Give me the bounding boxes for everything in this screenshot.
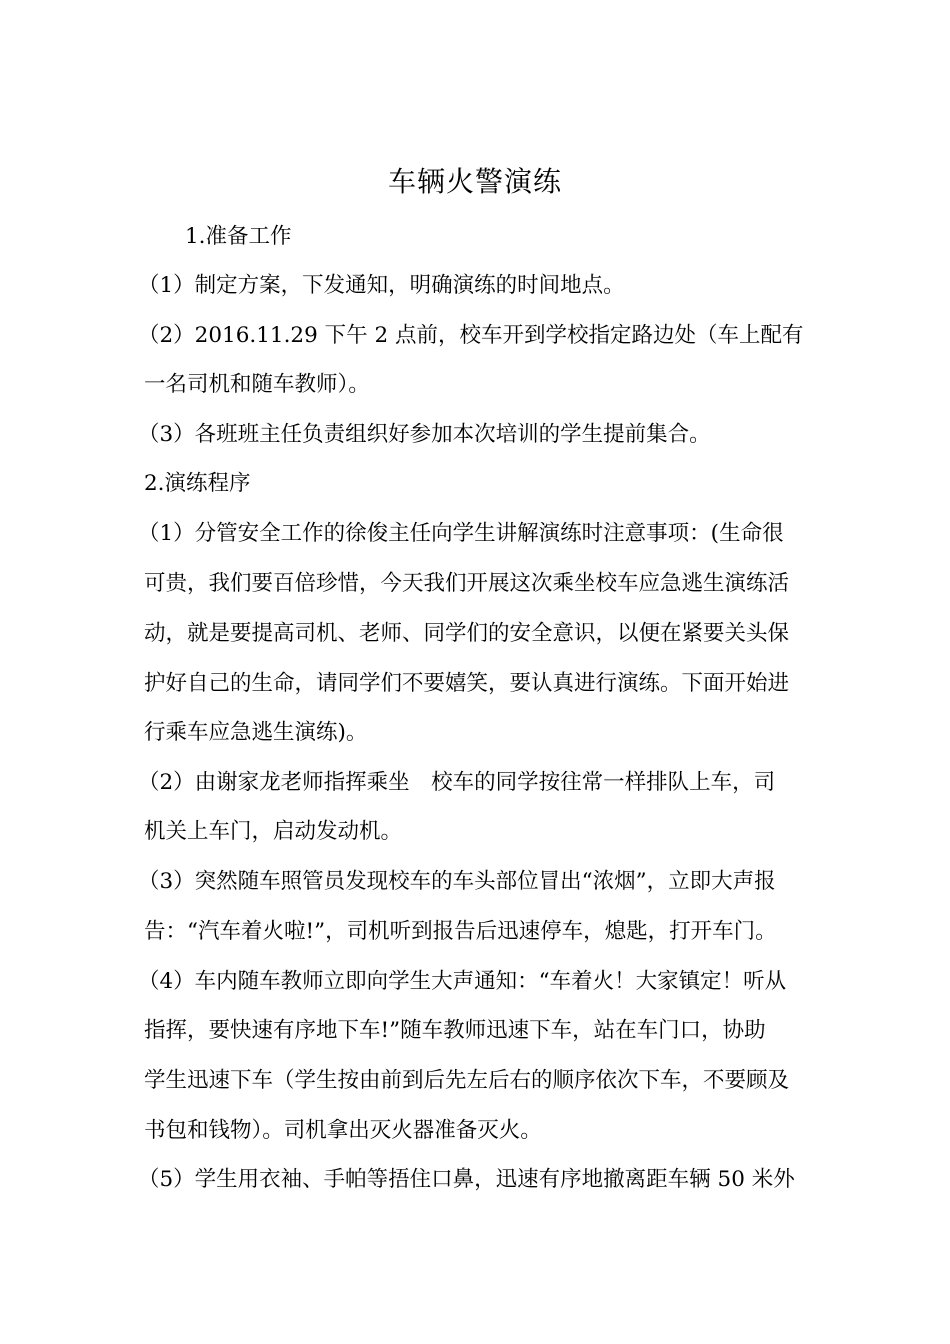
- paragraph-line: （5）学生用衣袖、手帕等捂住口鼻，迅速有序地撤离距车辆 50 米外: [138, 1167, 795, 1192]
- paragraph-line: （4）车内随车教师立即向学生大声通知：“车着火！大家镇定！听从: [138, 969, 787, 994]
- section-heading-procedure: 2.演练程序: [144, 471, 251, 496]
- paragraph-line: 指挥，要快速有序地下车!”随车教师迅速下车，站在车门口，协助: [144, 1018, 766, 1043]
- paragraph-line: （2）由谢家龙老师指挥乘坐 校车的同学按往常一样排队上车，司: [138, 770, 776, 795]
- paragraph-line: 学生迅速下车（学生按由前到后先左后右的顺序依次下车，不要顾及: [144, 1068, 790, 1093]
- paragraph-line: （3）突然随车照管员发现校车的车头部位冒出“浓烟”，立即大声报: [138, 869, 776, 894]
- paragraph-line: 书包和钱物）。司机拿出灭火器准备灭火。: [144, 1118, 542, 1143]
- paragraph-line: 动，就是要提高司机、老师、同学们的安全意识，以便在紧要关头保: [144, 621, 790, 646]
- paragraph-line: 可贵，我们要百倍珍惜，今天我们开展这次乘坐校车应急逃生演练活: [144, 571, 790, 596]
- paragraph-line: （3）各班班主任负责组织好参加本次培训的学生提前集合。: [138, 422, 711, 447]
- paragraph-line: 护好自己的生命，请同学们不要嬉笑，要认真进行演练。下面开始进: [144, 671, 790, 696]
- paragraph-line: 行乘车应急逃生演练)。: [144, 720, 368, 745]
- paragraph-line: （2）2016.11.29 下午 2 点前，校车开到学校指定路边处（车上配有: [138, 323, 804, 348]
- document-title: 车辆火警演练: [387, 165, 562, 198]
- paragraph-line: （1）制定方案，下发通知，明确演练的时间地点。: [138, 273, 625, 298]
- section-heading-preparation: 1.准备工作: [185, 224, 292, 249]
- paragraph-line: 机关上车门，启动发动机。: [144, 819, 403, 844]
- paragraph-line: 告：“汽车着火啦!”，司机听到报告后迅速停车，熄匙，打开车门。: [144, 919, 777, 944]
- paragraph-line: 一名司机和随车教师）。: [144, 372, 370, 397]
- paragraph-line: （1）分管安全工作的徐俊主任向学生讲解演练时注意事项：(生命很: [138, 521, 784, 546]
